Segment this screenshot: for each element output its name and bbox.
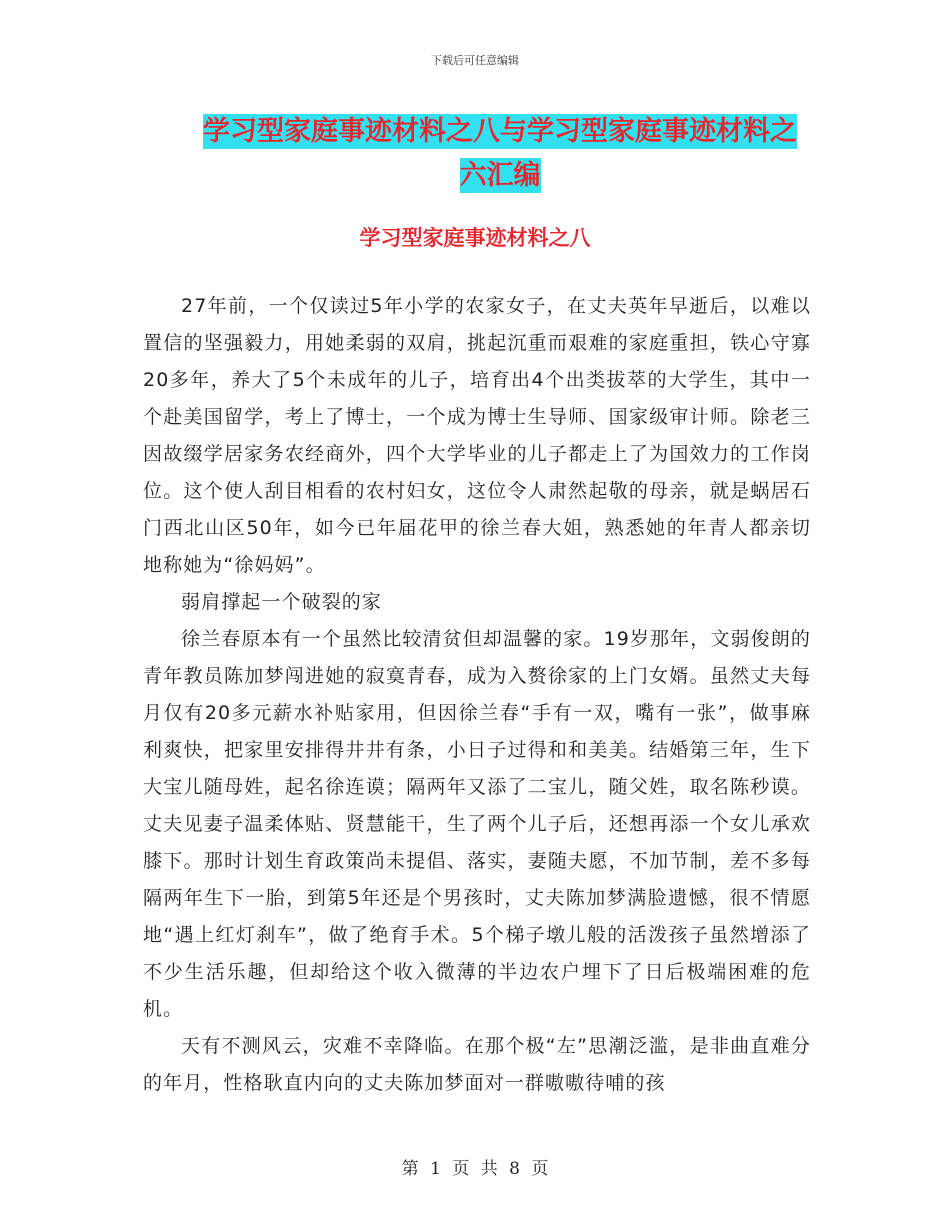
document-body xyxy=(143,288,811,1102)
section-title: 学习型家庭事迹材料之八 xyxy=(359,226,591,250)
paragraph: 天有不测风云，灾难不幸降临。在那个极“左”思潮泛滥，是非曲直难分的年月，性格耿直内向的丈夫陈加梦面对一群嗷嗷待哺的孩 xyxy=(143,1035,811,1094)
paragraph: 27年前，一个仅读过5年小学的农家女子，在丈夫英年早逝后，以难以置信的坚强毅力，用她柔弱的双肩，挑起沉重而艰难的家庭重担，铁心守寡20多年，养大了5个未成年的儿子，培育出4个出类拔萃的大学生，其中一个赴美国留学，考上了博士，一个成为博士生导师、国家级审计师。除老三因故缀学居家务农经商外，四个大学毕业的儿子都走上了为国效力的工作岗位。这个使人刮目相看的农村妇女，这位令人肃然起敬的母亲，就是蜗居石门西北山区50年，如今已年届花甲的徐兰春大姐，熟悉她的年青人都亲切地称她为“徐妈妈”。 xyxy=(143,295,811,576)
page-number: 第 1 页 共 8 页 xyxy=(401,1159,549,1179)
paragraph-subheading: 弱肩撑起一个破裂的家 xyxy=(181,591,383,613)
page-header-note: 下载后可任意编辑 xyxy=(431,54,519,67)
document-title-text: 学习型家庭事迹材料之八与学习型家庭事迹材料之六汇编 xyxy=(203,116,797,191)
paragraph: 徐兰春原本有一个虽然比较清贫但却温馨的家。19岁那年，文弱俊朗的青年教员陈加梦闯进她的寂寞青春，成为入赘徐家的上门女婿。虽然丈夫每月仅有20多元薪水补贴家用，但因徐兰春“手有一双，嘴有一张”，做事麻利爽快，把家里安排得井井有条，小日子过得和和美美。结婚第三年，生下大宝儿随母姓，起名徐连谟；隔两年又添了二宝儿，随父姓，取名陈秒谟。丈夫见妻子温柔体贴、贤慧能干，生了两个儿子后，还想再添一个女儿承欢膝下。那时计划生育政策尚未提倡、落实，妻随夫愿，不加节制，差不多每隔两年生下一胎，到第5年还是个男孩时，丈夫陈加梦满脸遗憾，很不情愿地“遇上红灯刹车”，做了绝育手术。5个梯子墩儿般的活泼孩子虽然增添了不少生活乐趣，但却给这个收入微薄的半边农户埋下了日后极端困难的危机。 xyxy=(143,628,811,1020)
document-title xyxy=(190,110,810,198)
